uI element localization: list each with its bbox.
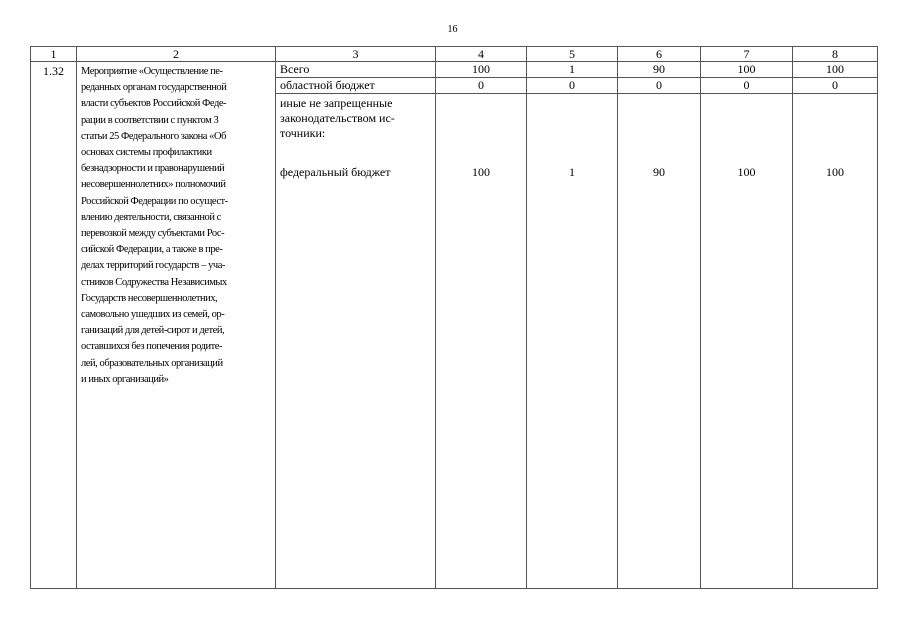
source-label-regional: областной бюджет [276,78,436,94]
measure-description-line: рации в соответствии с пунктом 3 [81,114,219,126]
column-number-header: 4 [436,47,527,62]
value-cell [701,94,793,589]
value-cell [527,94,618,589]
federal-value: 100 [737,165,756,179]
source-label-federal: федеральный бюджет [280,165,391,179]
measure-description-line: самовольно ушедших из семей, ор- [81,309,225,321]
measure-description-line: влению деятельности, связанной с [81,211,221,223]
measure-description-line: делах территорий государств – уча- [81,260,225,272]
page-number: 16 [447,24,458,35]
column-number-header: 2 [77,47,276,62]
measure-description-line: ганизаций для детей-сирот и детей, [81,325,225,337]
federal-value: 100 [472,165,490,179]
column-number-header: 8 [793,47,878,62]
measure-description-line: Государств несовершеннолетних, [81,292,218,304]
measure-description-line: Мероприятие «Осуществление пе- [81,66,223,77]
column-number-header: 7 [701,47,793,62]
federal-value: 1 [569,165,575,179]
value-cell: 90 [618,62,701,78]
federal-value: 100 [826,165,844,179]
measure-description-line: перевозкой между субъектами Рос- [81,228,225,240]
column-number-header: 5 [527,47,618,62]
table-row-total [31,62,878,78]
measure-description-line: Российской Федерации по осущест- [81,195,228,207]
source-label-other-line: точники: [280,126,326,140]
column-number-row [31,47,878,62]
source-label-other-line: иные не запрещенные [280,96,393,110]
value-cell [618,94,701,589]
measure-description-line: сийской Федерации, а также в пре- [81,244,223,256]
value-cell: 0 [793,78,878,94]
value-cell: 100 [793,62,878,78]
column-number-header: 3 [276,47,436,62]
measure-description-line: реданных органам государственной [81,82,227,94]
value-cell: 0 [527,78,618,94]
measure-description-line: безнадзорности и правонарушений [81,163,225,175]
value-cell: 100 [701,62,793,78]
measure-description-line: лей, образовательных организаций [81,357,223,369]
source-label-total: Всего [276,62,436,78]
measure-description-line: статьи 25 Федерального закона «Об [81,130,227,142]
measure-description-line: основах системы профилактики [81,147,212,159]
measure-code: 1.32 [31,62,77,589]
measure-description-line: оставшихся без попечения родите- [81,341,223,353]
column-number-header: 6 [618,47,701,62]
value-cell [436,94,527,589]
measure-description-line: несовершеннолетних» полномочий [81,179,226,191]
value-cell: 100 [436,62,527,78]
value-cell: 0 [701,78,793,94]
value-cell: 1 [527,62,618,78]
measure-description-line: и иных организаций» [81,373,169,385]
budget-table [30,46,878,589]
measure-description-line: власти субъектов Российской Феде- [81,98,227,110]
federal-value: 90 [653,165,665,179]
source-label-other [276,94,436,589]
value-cell: 0 [618,78,701,94]
value-cell: 0 [436,78,527,94]
measure-description [77,62,276,589]
source-label-other-line: законодательством ис- [280,111,395,125]
column-number-header: 1 [31,47,77,62]
value-cell [793,94,878,589]
measure-description-line: стников Содружества Независимых [81,276,227,288]
